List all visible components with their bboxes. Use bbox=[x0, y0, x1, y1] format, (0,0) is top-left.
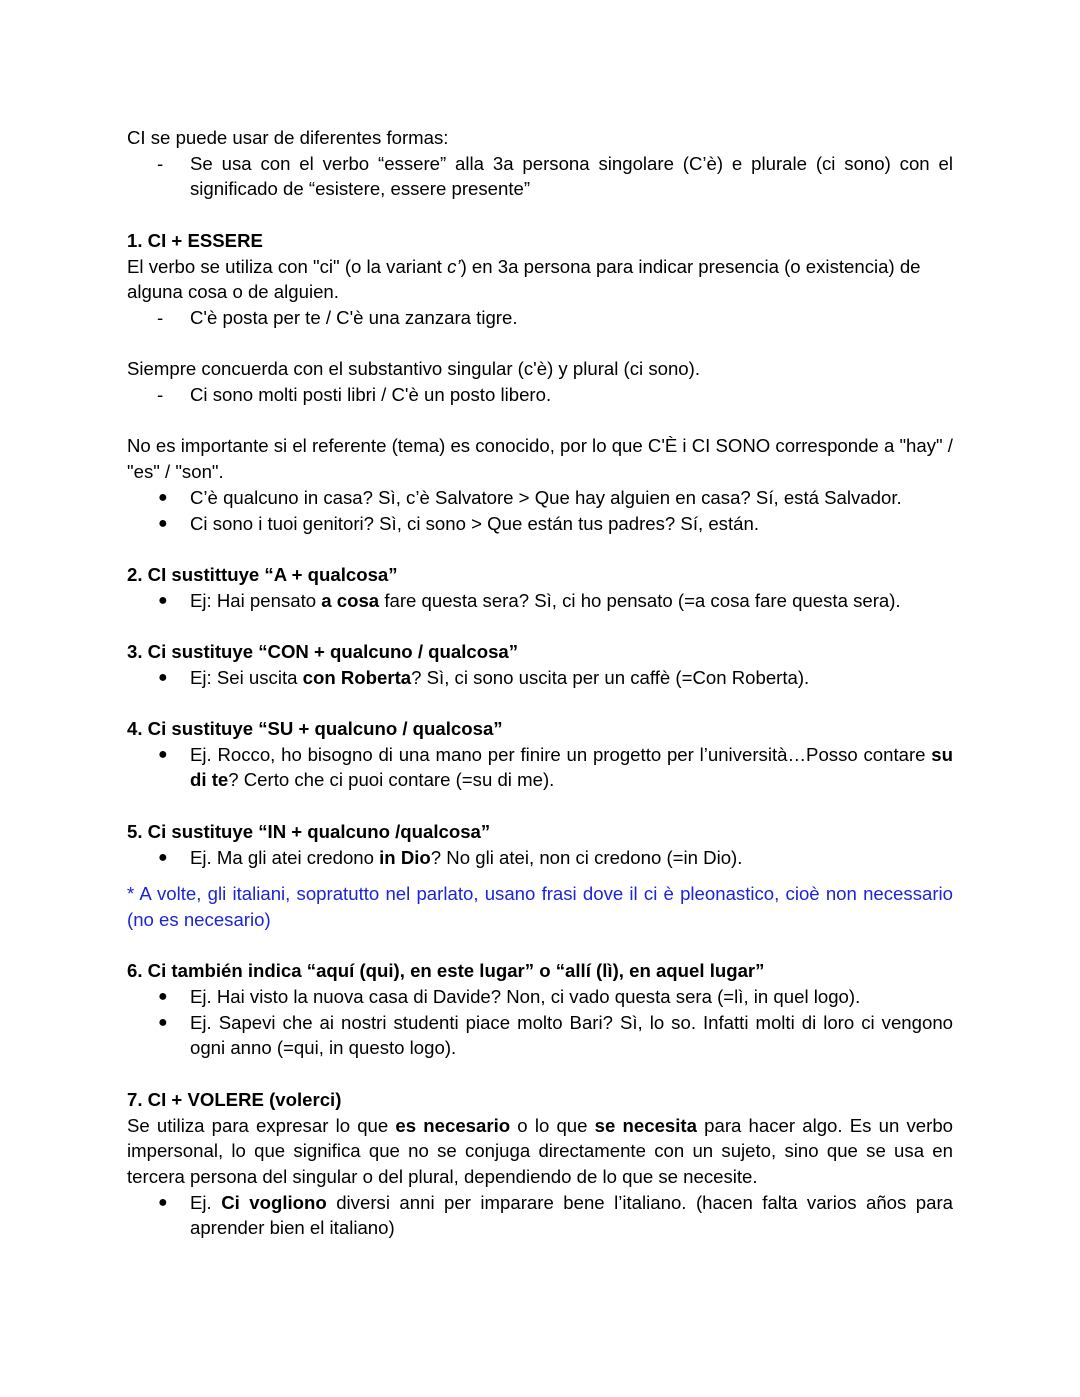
list-item: ● Ej. Hai visto la nuova casa di Davide? Non, ci vado questa sera (=lì, in quel logo). bbox=[127, 984, 953, 1010]
bullet-marker: ● bbox=[158, 848, 168, 866]
intro-line: CI se puede usar de diferentes formas: bbox=[127, 127, 449, 148]
section-7-paragraph: Se utiliza para expresar lo que es necesario o lo que se necesita para hacer algo. Es un verbo impersonal, lo que significa que no se conjuga directamente con un sujeto, sino que se usa en tercera persona del singular o del plural, dependiendo de lo que se necesite. bbox=[127, 1114, 953, 1187]
dash-marker: - bbox=[157, 306, 164, 328]
list-item: - Ci sono molti posti libri / C'è un posto libero. bbox=[127, 382, 953, 408]
bullet-marker: ● bbox=[158, 1013, 168, 1031]
section-1-paragraph-2: Siempre concuerda con el substantivo singular (c'è) y plural (ci sono). bbox=[127, 358, 700, 380]
bullet-marker: ● bbox=[158, 988, 168, 1006]
document-page bbox=[127, 125, 953, 1241]
section-2-heading: 2. CI sustittuye “A + qualcosa” bbox=[127, 563, 398, 585]
section-6-heading: 6. Ci también indica “aquí (qui), en este lugar” o “allí (lì), en aquel lugar” bbox=[127, 960, 765, 982]
section-7-heading: 7. CI + VOLERE (volerci) bbox=[127, 1088, 342, 1110]
list-item: - C'è posta per te / C'è una zanzara tigre. bbox=[127, 305, 953, 331]
pleonastic-note: * A volte, gli italiani, sopratutto nel parlato, usano frasi dove il ci è pleonastico, cioè non necessario (no es necesario) bbox=[127, 883, 953, 930]
section-4-heading: 4. Ci sustituye “SU + qualcuno / qualcosa” bbox=[127, 718, 503, 740]
dash-marker: - bbox=[157, 384, 164, 405]
list-item: ● Ej. Ma gli atei credono in Dio? No gli atei, non ci credono (=in Dio). bbox=[127, 845, 953, 871]
section-3-heading: 3. Ci sustituye “CON + qualcuno / qualcosa” bbox=[127, 640, 519, 662]
list-item: ● Ej. Ci vogliono diversi anni per imparare bene l’italiano. (hacen falta varios años para aprender bien el italiano) bbox=[158, 1191, 953, 1239]
list-item: ● Ci sono i tuoi genitori? Sì, ci sono > Que están tus padres? Sí, están. bbox=[127, 511, 953, 537]
bullet-marker: ● bbox=[158, 668, 168, 686]
section-1-paragraph-3: No es importante si el referente (tema) es conocido, por lo que C'È i CI SONO corresponde a "hay" / "es" / "son". bbox=[127, 435, 953, 483]
list-item: ● Ej. Rocco, ho bisogno di una mano per finire un progetto per l’università…Posso contare su di te? Certo che ci puoi contare (=su di me). bbox=[158, 743, 953, 791]
list-item: ● Ej: Hai pensato a cosa fare questa sera? Sì, ci ho pensato (=a cosa fare questa sera). bbox=[127, 588, 953, 614]
list-item bbox=[127, 151, 953, 202]
intro-dash-text: Se usa con el verbo “essere” alla 3a persona singolare (C’è) e plurale (ci sono) con el significado de “esistere, essere presente” bbox=[190, 152, 953, 200]
list-item: ● C’è qualcuno in casa? Sì, c’è Salvatore > Que hay alguien en casa? Sí, está Salvador. bbox=[127, 485, 953, 511]
bullet-marker: ● bbox=[158, 514, 168, 532]
bullet-marker: ● bbox=[158, 745, 168, 763]
section-1-heading: 1. CI + ESSERE bbox=[127, 229, 263, 251]
bullet-marker: ● bbox=[158, 591, 168, 609]
section-5-heading: 5. Ci sustituye “IN + qualcuno /qualcosa” bbox=[127, 820, 491, 842]
bullet-marker: ● bbox=[158, 1193, 168, 1211]
list-item: ● Ej: Sei uscita con Roberta? Sì, ci sono uscita per un caffè (=Con Roberta). bbox=[127, 665, 953, 691]
section-1-paragraph-1: El verbo se utiliza con "ci" (o la variant c’) en 3a persona para indicar presencia (o existencia) de alguna cosa o de alguien. bbox=[127, 255, 921, 303]
bullet-marker: ● bbox=[158, 488, 168, 506]
list-item: ● Ej. Sapevi che ai nostri studenti piace molto Bari? Sì, lo so. Infatti molti di loro ci vengono ogni anno (=qui, in questo logo). bbox=[158, 1011, 953, 1059]
dash-marker: - bbox=[157, 152, 164, 174]
